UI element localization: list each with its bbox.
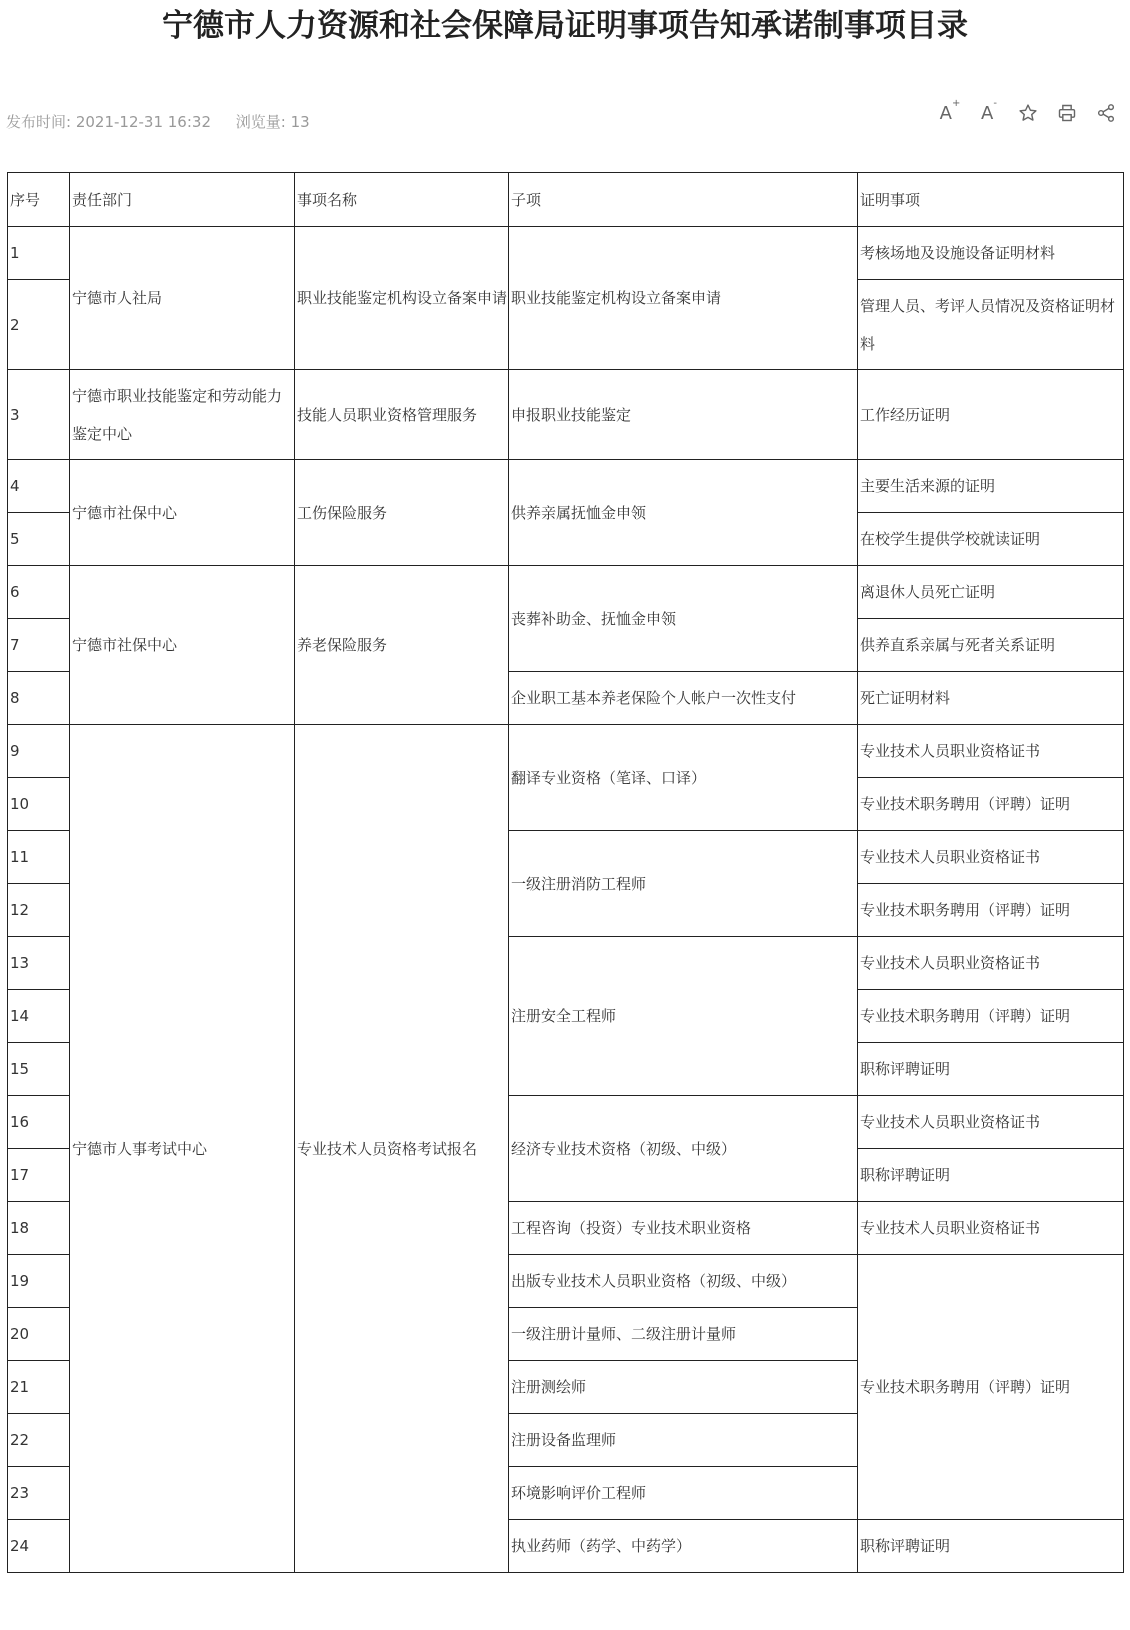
cell-sub: 执业药师（药学、中药学）: [509, 1520, 858, 1573]
cell-proof: 职称评聘证明: [858, 1043, 1124, 1096]
table-header-row: [8, 173, 1124, 227]
cell-sub: 丧葬补助金、抚恤金申领: [509, 566, 858, 672]
cell-no: 5: [8, 513, 70, 566]
table-row: [8, 725, 1124, 778]
cell-proof: 考核场地及设施设备证明材料: [858, 227, 1124, 280]
header-cell: 责任部门: [70, 173, 295, 227]
cell-sub: 职业技能鉴定机构设立备案申请: [509, 227, 858, 370]
cell-proof: 专业技术人员职业资格证书: [858, 1096, 1124, 1149]
cell-no: 13: [8, 937, 70, 990]
cell-sub: 供养亲属抚恤金申领: [509, 460, 858, 566]
cell-no: 21: [8, 1361, 70, 1414]
cell-no: 20: [8, 1308, 70, 1361]
table-row: [8, 370, 1124, 460]
cell-proof: 离退休人员死亡证明: [858, 566, 1124, 619]
cell-sub: 申报职业技能鉴定: [509, 370, 858, 460]
cell-proof: 在校学生提供学校就读证明: [858, 513, 1124, 566]
cell-sub: 一级注册计量师、二级注册计量师: [509, 1308, 858, 1361]
cell-no: 1: [8, 227, 70, 280]
cell-no: 23: [8, 1467, 70, 1520]
cell-no: 15: [8, 1043, 70, 1096]
cell-proof: 专业技术职务聘用（评聘）证明: [858, 1255, 1124, 1520]
cell-proof: 专业技术人员职业资格证书: [858, 937, 1124, 990]
header-cell: 序号: [8, 173, 70, 227]
cell-proof: 专业技术职务聘用（评聘）证明: [858, 884, 1124, 937]
page-title: 宁德市人力资源和社会保障局证明事项告知承诺制事项目录: [162, 8, 968, 44]
cell-no: 6: [8, 566, 70, 619]
cell-no: 7: [8, 619, 70, 672]
cell-proof: 主要生活来源的证明: [858, 460, 1124, 513]
cell-proof: 专业技术职务聘用（评聘）证明: [858, 990, 1124, 1043]
font-increase-icon: A+: [939, 97, 961, 124]
cell-dept: 宁德市职业技能鉴定和劳动能力鉴定中心: [70, 370, 295, 460]
printer-icon: [1057, 103, 1077, 123]
cell-no: 22: [8, 1414, 70, 1467]
cell-proof: 职称评聘证明: [858, 1149, 1124, 1202]
article-toolbar: [925, 97, 1120, 126]
cell-no: 19: [8, 1255, 70, 1308]
share-button[interactable]: [1092, 100, 1120, 126]
cell-dept: 宁德市人事考试中心: [70, 725, 295, 1573]
cell-dept: 宁德市人社局: [70, 227, 295, 370]
cell-name: 专业技术人员资格考试报名: [295, 725, 509, 1573]
cell-sub: 企业职工基本养老保险个人帐户一次性支付: [509, 672, 858, 725]
catalog-table: [7, 172, 1124, 1573]
cell-name: 养老保险服务: [295, 566, 509, 725]
cell-proof: 供养直系亲属与死者关系证明: [858, 619, 1124, 672]
cell-no: 8: [8, 672, 70, 725]
cell-no: 17: [8, 1149, 70, 1202]
table-row: [8, 227, 1124, 280]
cell-no: 16: [8, 1096, 70, 1149]
favorite-button[interactable]: [1014, 100, 1042, 126]
cell-no: 11: [8, 831, 70, 884]
font-decrease-button[interactable]: [975, 97, 1003, 126]
print-button[interactable]: [1053, 100, 1081, 126]
cell-proof: 专业技术人员职业资格证书: [858, 725, 1124, 778]
header-cell: 证明事项: [858, 173, 1124, 227]
table-row: [8, 460, 1124, 513]
share-icon: [1096, 103, 1116, 123]
cell-no: 24: [8, 1520, 70, 1573]
header-cell: 事项名称: [295, 173, 509, 227]
cell-proof: 专业技术人员职业资格证书: [858, 831, 1124, 884]
cell-no: 9: [8, 725, 70, 778]
cell-no: 2: [8, 280, 70, 370]
header-cell: 子项: [509, 173, 858, 227]
table-row: [8, 566, 1124, 619]
article-meta: [6, 110, 310, 134]
cell-proof: 职称评聘证明: [858, 1520, 1124, 1573]
cell-sub: 注册测绘师: [509, 1361, 858, 1414]
font-increase-button[interactable]: [936, 97, 964, 126]
cell-no: 4: [8, 460, 70, 513]
cell-sub: 翻译专业资格（笔译、口译）: [509, 725, 858, 831]
cell-no: 3: [8, 370, 70, 460]
font-decrease-icon: A-: [981, 97, 997, 124]
cell-proof: 管理人员、考评人员情况及资格证明材料: [858, 280, 1124, 370]
cell-proof: 专业技术职务聘用（评聘）证明: [858, 778, 1124, 831]
cell-sub: 经济专业技术资格（初级、中级）: [509, 1096, 858, 1202]
cell-sub: 注册设备监理师: [509, 1414, 858, 1467]
cell-no: 18: [8, 1202, 70, 1255]
star-icon: [1018, 103, 1038, 123]
cell-dept: 宁德市社保中心: [70, 566, 295, 725]
cell-name: 职业技能鉴定机构设立备案申请: [295, 227, 509, 370]
cell-proof: 工作经历证明: [858, 370, 1124, 460]
cell-no: 12: [8, 884, 70, 937]
publish-time: 发布时间: 2021-12-31 16:32: [6, 113, 211, 131]
view-count: 浏览量: 13: [235, 113, 310, 131]
cell-name: 技能人员职业资格管理服务: [295, 370, 509, 460]
cell-sub: 环境影响评价工程师: [509, 1467, 858, 1520]
cell-sub: 出版专业技术人员职业资格（初级、中级）: [509, 1255, 858, 1308]
cell-dept: 宁德市社保中心: [70, 460, 295, 566]
cell-sub: 注册安全工程师: [509, 937, 858, 1096]
cell-sub: 一级注册消防工程师: [509, 831, 858, 937]
cell-no: 14: [8, 990, 70, 1043]
cell-proof: 专业技术人员职业资格证书: [858, 1202, 1124, 1255]
cell-proof: 死亡证明材料: [858, 672, 1124, 725]
cell-name: 工伤保险服务: [295, 460, 509, 566]
cell-no: 10: [8, 778, 70, 831]
cell-sub: 工程咨询（投资）专业技术职业资格: [509, 1202, 858, 1255]
